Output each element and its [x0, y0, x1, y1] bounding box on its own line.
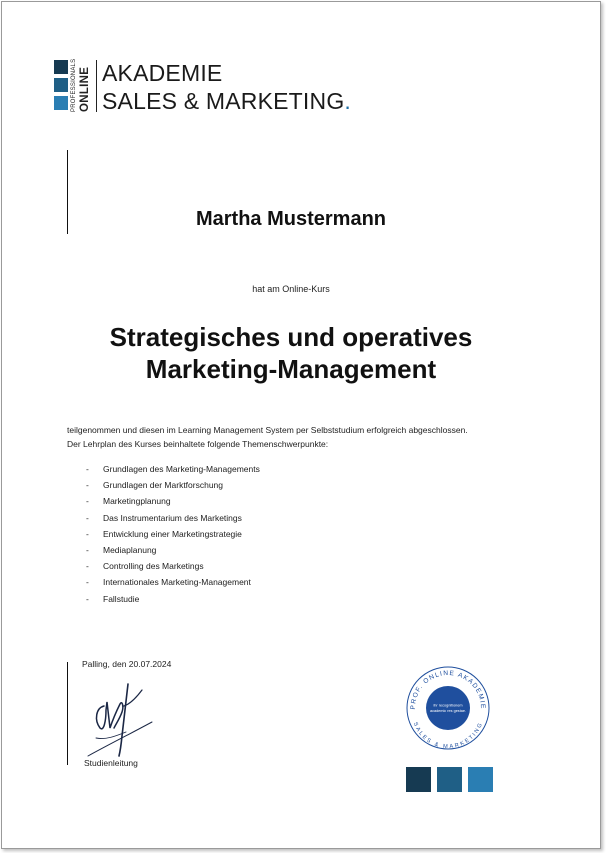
topic-item	[86, 543, 260, 559]
topic-item	[86, 462, 260, 478]
logo-professionals-text: PROFESSIONALS	[71, 58, 77, 112]
topic-label: Grundlagen des Marketing-Managements	[103, 464, 260, 474]
completion-line1: teilgenommen und diesen im Learning Management System per Selbststudium erfolgreich abgeschlossen.	[67, 425, 468, 435]
topic-label: Internationales Marketing-Management	[103, 577, 251, 588]
topic-label: Das Instrumentarium des Marketings	[103, 512, 242, 523]
topic-label: Fallstudie	[103, 593, 140, 604]
list-marker: -	[86, 544, 89, 555]
list-marker: -	[86, 480, 89, 491]
logo-square-dark	[54, 60, 68, 74]
seal-center-line1: ihr recognitionem	[433, 703, 463, 708]
course-title-line2: Marketing-Management	[145, 354, 437, 384]
topic-item	[86, 478, 260, 494]
list-marker: -	[86, 528, 89, 539]
topic-item	[86, 511, 260, 527]
course-title	[0, 321, 582, 385]
signature-label: Studienleitung	[84, 758, 138, 768]
brand-square-mid	[437, 767, 462, 792]
seal-top-text: PROF. ONLINE AKADEMIE	[409, 669, 487, 710]
logo-name-dot: .	[344, 88, 352, 114]
intro-text: hat am Online-Kurs	[252, 284, 330, 294]
topic-item	[86, 592, 260, 608]
logo-square-light	[54, 96, 68, 110]
topic-label: Controlling des Marketings	[103, 561, 204, 572]
topic-label: Entwicklung einer Marketingstrategie	[103, 528, 242, 539]
topic-item	[86, 559, 260, 575]
topic-item	[86, 575, 260, 591]
brand-square-dark	[406, 767, 431, 792]
place-and-date: Palling, den 20.07.2024	[82, 659, 172, 669]
logo-name-line2	[102, 88, 351, 115]
list-marker: -	[86, 593, 89, 604]
logo-online-text: ONLINE	[79, 66, 91, 112]
logo-divider	[96, 60, 97, 112]
seal-bottom-text: SALES & MARKETING	[411, 721, 485, 751]
topic-label: Mediaplanung	[103, 544, 157, 555]
recipient-name: Martha Mustermann	[195, 208, 387, 230]
topic-item	[86, 494, 260, 510]
completion-statement	[67, 423, 547, 451]
seal-center-line2: academic res gestae.	[429, 709, 467, 713]
topic-label: Grundlagen der Marktforschung	[103, 480, 224, 491]
logo-name-line1: AKADEMIE	[102, 60, 223, 86]
academy-seal-emblem	[405, 665, 491, 751]
list-marker: -	[86, 496, 89, 507]
topic-list	[86, 462, 260, 608]
list-marker: -	[86, 577, 89, 588]
handwritten-signature	[86, 676, 158, 758]
list-marker: -	[86, 464, 89, 474]
logo-name-line2-text: SALES & MARKETING	[102, 88, 345, 114]
course-title-line1: Strategisches und operatives	[109, 322, 473, 352]
list-marker: -	[86, 512, 89, 523]
topic-item	[86, 527, 260, 543]
logo-square-mid	[54, 78, 68, 92]
topic-label: Marketingplanung	[103, 496, 171, 507]
completion-line2: Der Lehrplan des Kurses beinhaltete folgende Themenschwerpunkte:	[67, 439, 329, 449]
brand-square-light	[468, 767, 493, 792]
list-marker: -	[86, 561, 89, 572]
accent-rule-bottom	[67, 662, 68, 765]
